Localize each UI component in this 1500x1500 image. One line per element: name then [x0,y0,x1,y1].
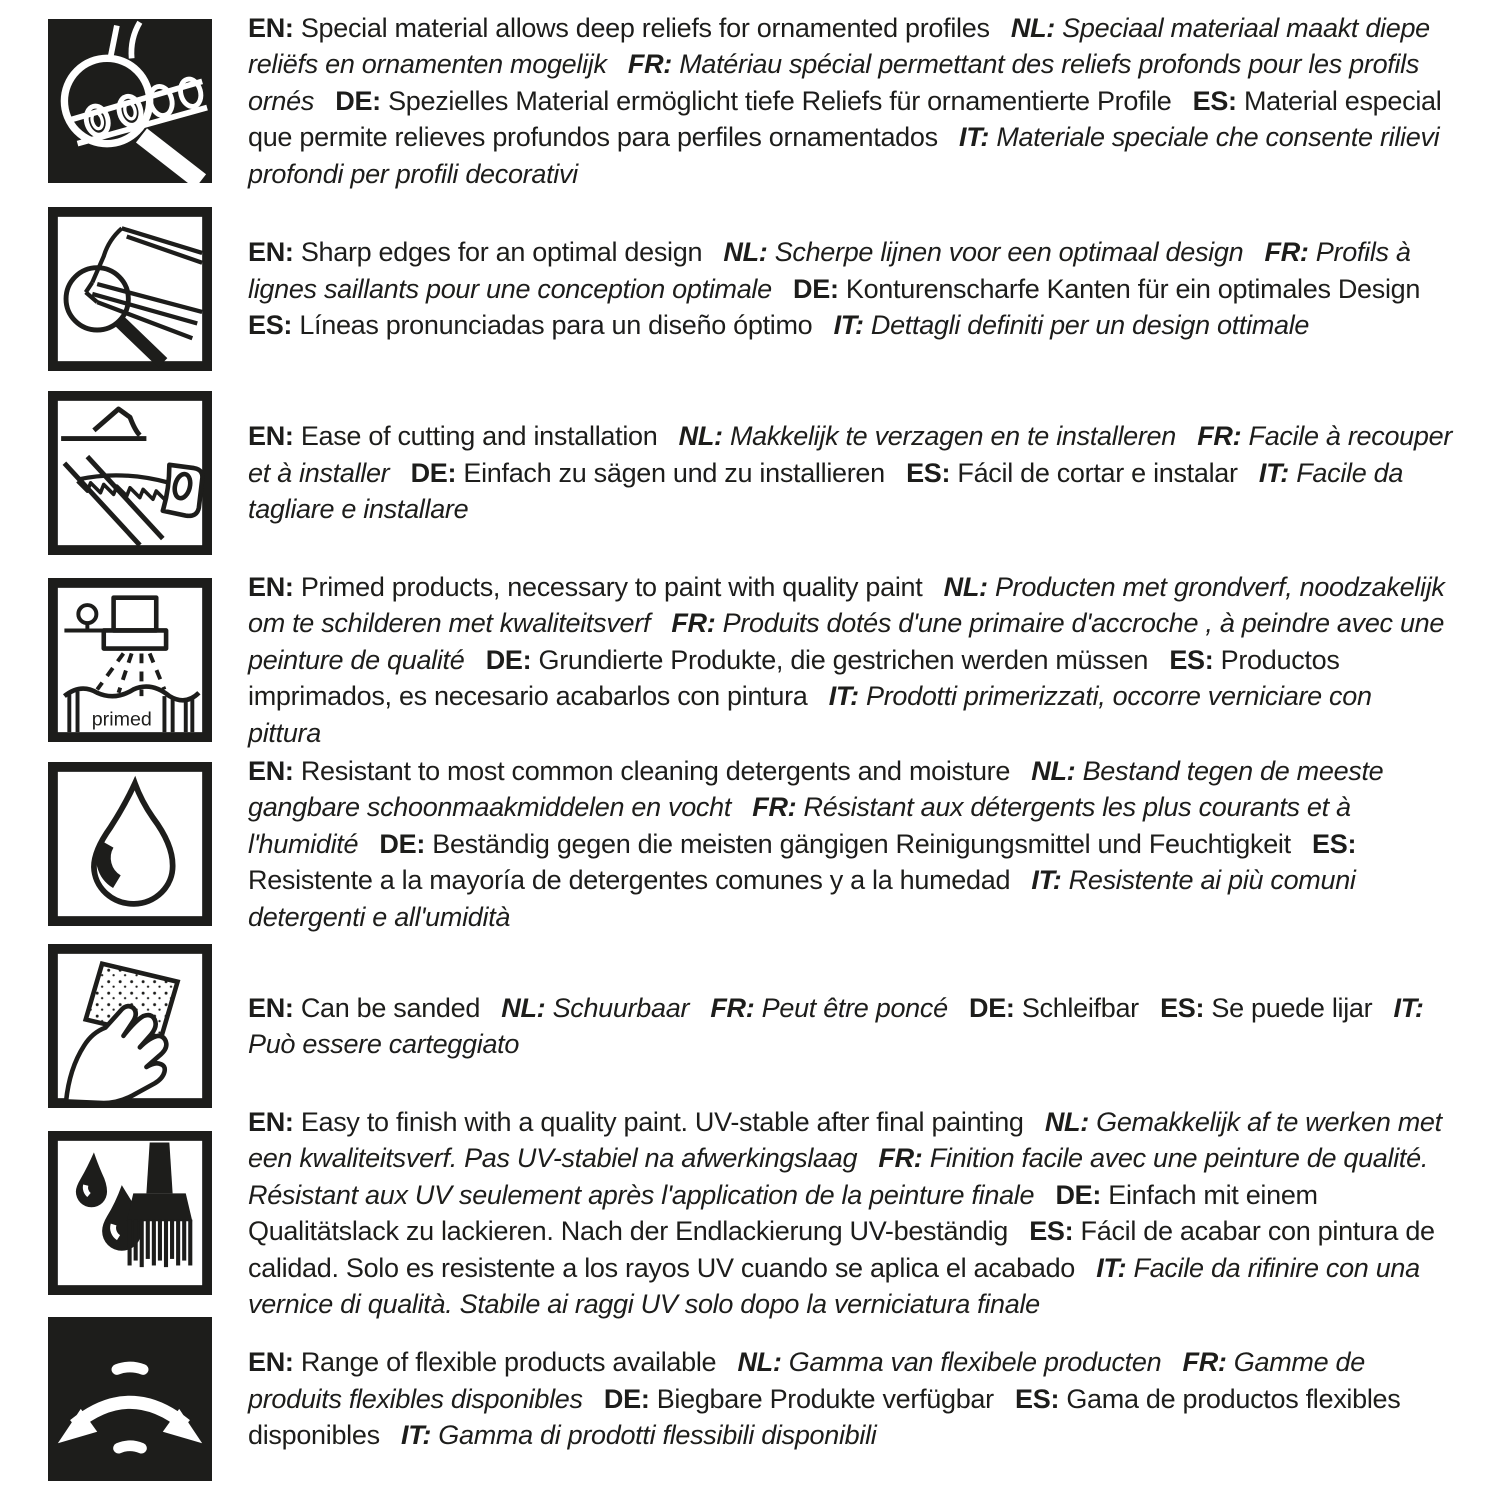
lang-text: Producten met grondverf, noodzakelijk om te schilderen met kwaliteitsverf [248,571,1445,639]
lang-segment-es [1160,993,1372,1023]
lang-label: IT: [833,310,871,341]
lang-label: FR: [878,1143,930,1173]
lang-label: EN: [248,12,301,43]
lang-text: Gamma van flexibele producten [788,1347,1162,1378]
lang-text: Matériau spécial permettant des reliefs profonds pour les profils ornés [248,49,1420,116]
lang-segment-de [604,1384,994,1414]
lang-text: Gamma di prodotti flessibili disponibili [438,1420,877,1451]
lang-label: NL: [501,992,553,1023]
lang-segment-en [248,572,922,602]
lang-text: Ease of cutting and installation [300,421,658,452]
lang-text: Gama de productos flexibles disponibles [248,1383,1401,1451]
lang-label: IT: [401,1420,439,1451]
lang-label: NL: [723,237,775,268]
sharp-edges-icon [48,207,212,371]
lang-label: IT: [1096,1252,1134,1283]
lang-label: FR: [710,992,762,1023]
lang-label: FR: [1182,1347,1234,1378]
lang-segment-es [248,310,812,340]
lang-label: DE: [335,85,389,116]
lang-segment-nl [501,993,689,1023]
lang-text: Productos imprimados, es necesario acabarlos con pintura [248,644,1340,712]
lang-text: Sharp edges for an optimal design [300,237,703,268]
lang-label: ES: [1192,85,1244,116]
lang-label: IT: [1393,992,1424,1023]
feature-row [48,755,1462,932]
lang-segment-de [969,993,1139,1023]
lang-segment-en [248,421,657,451]
lang-segment-es [906,458,1238,488]
lang-text: Range of flexible products available [300,1347,717,1378]
lang-text: Finition facile avec une peinture de qualité. Résistant aux UV seulement après l'application de la peinture finale [248,1143,1429,1210]
lang-label: ES: [248,310,300,341]
lang-text: Schuurbaar [552,992,690,1023]
lang-text: Gamme de produits flexibles disponibles [248,1347,1365,1414]
feature-row [48,571,1462,748]
lang-label: EN: [248,1347,301,1378]
lang-text: Einfach mit einem Qualitätslack zu lackieren. Nach der Endlackierung UV-beständig [248,1179,1318,1246]
feature-row [48,1106,1462,1319]
lang-text: Spezielles Material ermöglicht tiefe Reliefs für ornamentierte Profile [388,85,1172,116]
flexible-arrow-icon [48,1317,212,1481]
saw-cutting-icon [48,391,212,555]
lang-label: FR: [1197,421,1249,452]
lang-label: EN: [248,571,301,602]
lang-label: DE: [603,1383,657,1414]
lang-text: Special material allows deep reliefs for ornamented profiles [300,12,990,43]
lang-segment-nl [737,1347,1161,1377]
lang-text: Speciaal materiaal maakt diepe reliëfs en ornamenten mogelijk [248,12,1430,80]
lang-label: FR: [627,49,680,80]
lang-segment-en [248,1347,716,1377]
lang-text: Grundierte Produkte, die gestrichen werden müssen [538,644,1149,675]
lang-text: Facile à recouper et à installer [248,421,1453,488]
feature-row [48,944,1462,1108]
feature-row [48,207,1462,371]
lang-label: NL: [678,421,730,452]
lang-segment-it [401,1420,877,1450]
lang-text: Facile da tagliare e installare [248,457,1404,525]
lang-label: EN: [248,755,301,786]
primed-label: primed [91,708,152,731]
lang-segment-de [793,274,1420,304]
feature-text [248,990,1460,1063]
lang-text: Résistant aux détergents les plus courants et à l'humidité [248,792,1351,859]
sanding-hand-icon [48,944,212,1108]
lang-text: Prodotti primerizzati, occorre verniciare con pittura [248,681,1372,748]
feature-text [248,1104,1460,1323]
lang-text: Fácil de acabar con pintura de calidad. Solo es resistente a los rayos UV cuando se aplica el acabado [248,1216,1435,1283]
lang-text: Material especial que permite relieves profundos para perfiles ornamentados [248,85,1442,153]
lang-segment-de [379,829,1290,859]
lang-text: Peut être poncé [761,992,948,1023]
lang-text: Dettagli definiti per un design ottimale [870,310,1310,341]
lang-label: NL: [1031,755,1083,786]
lang-text: Scherpe lijnen voor een optimaal design [774,237,1244,268]
feature-row [48,391,1462,555]
lang-text: Fácil de cortar e instalar [957,457,1238,488]
lang-label: IT: [959,122,997,153]
feature-text [248,569,1460,752]
lang-label: IT: [1031,865,1069,896]
lang-segment-en [248,13,990,43]
lang-label: FR: [752,792,804,823]
lang-text: Resistant to most common cleaning detergents and moisture [300,755,1011,786]
lang-segment-en [248,237,702,267]
lang-text: Schleifbar [1021,992,1139,1023]
lang-segment-nl [679,421,1176,451]
lang-label: FR: [671,608,723,639]
lang-segment-it [834,310,1310,340]
lang-label: ES: [1312,828,1357,859]
lang-text: Profils à lignes saillants pour une conception optimale [248,237,1411,304]
lang-text: Può essere carteggiato [248,1029,520,1059]
lang-text: Can be sanded [300,992,481,1023]
lang-label: EN: [248,421,301,452]
primer-spray-icon [48,578,212,742]
lang-label: DE: [379,828,433,859]
lang-text: Líneas pronunciadas para un diseño óptimo [299,310,813,341]
feature-text [248,753,1460,936]
feature-text [248,10,1460,193]
lang-segment-fr [710,993,947,1023]
lang-label: IT: [1258,457,1297,488]
lang-label: EN: [248,237,301,268]
lang-text: Biegbare Produkte verfügbar [656,1383,994,1414]
lang-label: IT: [828,681,866,712]
lang-text: Beständig gegen die meisten gängigen Reinigungsmittel und Feuchtigkeit [432,828,1291,859]
lang-label: DE: [969,992,1022,1023]
feature-row [48,12,1462,189]
lang-label: NL: [1044,1106,1097,1137]
lang-label: ES: [1169,644,1221,675]
lang-text: Se puede lijar [1211,992,1373,1023]
lang-text: Resistente ai più comuni detergenti e all'umidità [248,865,1356,932]
lang-label: EN: [248,992,301,1023]
lang-label: NL: [737,1347,789,1378]
lang-segment-en [248,1107,1024,1137]
lang-label: ES: [1029,1216,1081,1246]
lang-text: Produits dotés d'une primaire d'accroche , à peindre avec une peinture de qualité [248,608,1445,675]
feature-row [48,1317,1462,1481]
lang-label: ES: [1015,1383,1067,1414]
lang-text: Gemakkelijk af te werken met een kwaliteitsverf. Pas UV-stabiel na afwerkingslaag [248,1106,1442,1173]
lang-text: Konturenscharfe Kanten für ein optimales Design [845,273,1421,304]
lang-label: ES: [1160,992,1212,1023]
feature-text [248,234,1460,344]
lang-label: ES: [906,457,958,488]
lang-segment-de [411,458,885,488]
lang-segment-de [335,86,1171,116]
lang-text: Facile da rifinire con una vernice di qualità. Stabile ai raggi UV solo dopo la verniciatura finale [248,1252,1420,1319]
lang-text: Materiale speciale che consente rilievi profondi per profili decorativi [248,122,1440,189]
lang-label: NL: [1010,12,1063,43]
paint-drops-brush-icon [48,1131,212,1295]
lang-text: Resistente a la mayoría de detergentes comunes y a la humedad [248,865,1011,896]
lang-label: DE: [793,273,846,304]
water-drop-icon [48,762,212,926]
lang-label: DE: [1055,1179,1109,1210]
lang-text: Easy to finish with a quality paint. UV-stable after final painting [300,1106,1024,1137]
ornament-relief-icon [48,19,212,183]
lang-segment-de [486,645,1148,675]
lang-text: Bestand tegen de meeste gangbare schoonmaakmiddelen en vocht [248,755,1384,823]
lang-label: NL: [943,571,995,602]
lang-segment-en [248,756,1010,786]
feature-text [248,1344,1460,1454]
lang-text: Primed products, necessary to paint with quality paint [300,571,923,602]
lang-segment-nl [723,237,1243,267]
lang-text: Makkelijk te verzagen en te installeren [729,421,1176,452]
lang-label: FR: [1264,237,1316,268]
lang-text: Einfach zu sägen und zu installieren [463,457,885,488]
lang-segment-en [248,993,480,1023]
feature-text [248,418,1460,528]
lang-label: EN: [248,1106,301,1137]
lang-label: DE: [485,644,539,675]
lang-label: DE: [410,457,464,488]
